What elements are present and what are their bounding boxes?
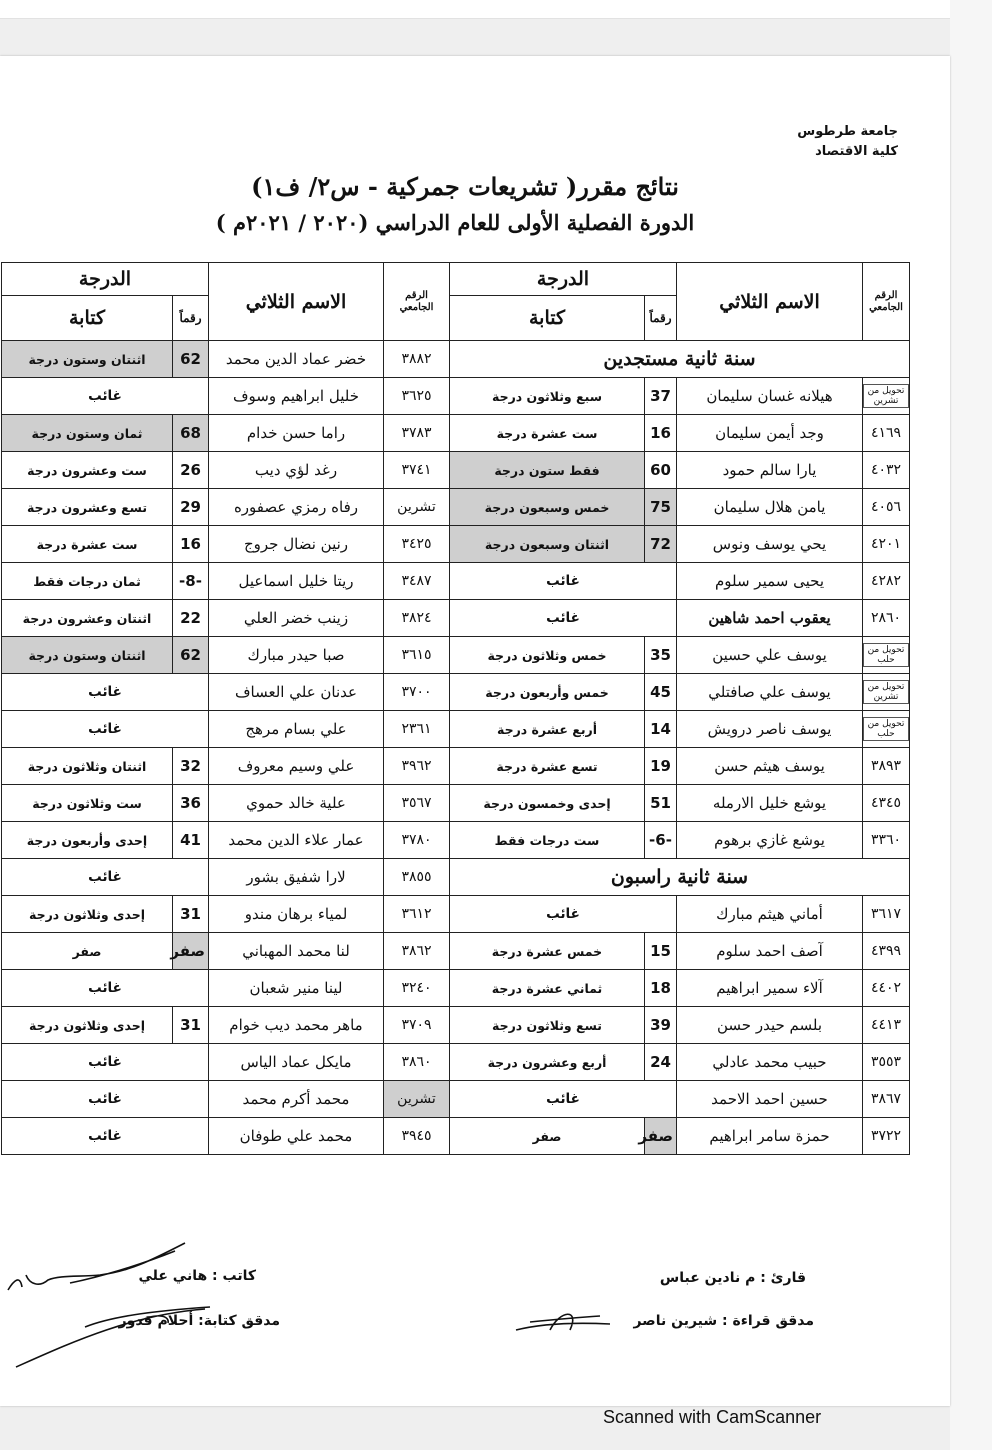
- header-uid-right: الرقم الجامعي: [863, 263, 910, 341]
- student-name: محمد علي طوفان: [209, 1118, 384, 1155]
- reader-label: قارئ : م نادين عباس: [659, 1270, 806, 1286]
- table-row: [2, 1081, 910, 1118]
- student-uid: ٢٣٦١: [384, 711, 450, 748]
- student-name: بلسم حيدر حسن: [677, 1007, 863, 1044]
- document-subtitle: الدورة الفصلية الأولى للعام الدراسي (٢٠٢٠ / ٢٠٢١م ): [215, 210, 695, 235]
- student-uid: ٤٠٣٢: [863, 452, 910, 489]
- grade-words: ست عشرة درجة: [450, 415, 645, 452]
- student-name: علي وسيم معروف: [209, 748, 384, 785]
- student-uid: ٣٤٨٧: [384, 563, 450, 600]
- student-name: حمزة سامر ابراهيم: [677, 1118, 863, 1155]
- header-name-right: الاسم الثلاثي: [677, 263, 863, 341]
- student-uid: ٣٧٨٣: [384, 415, 450, 452]
- grade-digits: 16: [173, 526, 209, 563]
- grade-words: فقط ستون درجة: [450, 452, 645, 489]
- table-row: [2, 341, 910, 378]
- grade-words: ست وعشرون درجة: [2, 452, 173, 489]
- grade-digits: 19: [645, 748, 677, 785]
- grade-words: ست عشرة درجة: [2, 526, 173, 563]
- absent-status: غائب: [450, 600, 677, 637]
- student-uid: تشرين: [384, 1081, 450, 1118]
- grade-words: أربع وعشرون درجة: [450, 1044, 645, 1081]
- student-name: آلاء سمير ابراهيم: [677, 970, 863, 1007]
- grade-digits: 26: [173, 452, 209, 489]
- absent-status: غائب: [450, 1081, 677, 1118]
- student-name: رفاه رمزي عصفوره: [209, 489, 384, 526]
- table-row: [2, 748, 910, 785]
- student-uid: ٣٨٦٢: [384, 933, 450, 970]
- student-name: عمار علاء الدين محمد: [209, 822, 384, 859]
- grade-digits: 62: [173, 341, 209, 378]
- student-name: صبا حيدر مبارك: [209, 637, 384, 674]
- writer-checker-label: مدقق كتابة: أحلام قدور: [118, 1313, 280, 1329]
- grade-digits: 24: [645, 1044, 677, 1081]
- student-name: يوشع خليل الارمله: [677, 785, 863, 822]
- table-row: [2, 711, 910, 748]
- table-row: [2, 1118, 910, 1155]
- table-row: [2, 933, 910, 970]
- grade-digits: -8-: [173, 563, 209, 600]
- table-row: [2, 600, 910, 637]
- student-uid: ٤١٦٩: [863, 415, 910, 452]
- student-name: يوسف علي حسين: [677, 637, 863, 674]
- student-name: يحيى سمير سلوم: [677, 563, 863, 600]
- student-name: حسين احمد الاحمد: [677, 1081, 863, 1118]
- grade-words: إحدى وخمسون درجة: [450, 785, 645, 822]
- student-name: يوشع غازي برهوم: [677, 822, 863, 859]
- student-name: لنا محمد المهباني: [209, 933, 384, 970]
- absent-status: غائب: [450, 563, 677, 600]
- grade-words: ست وثلاثون درجة: [2, 785, 173, 822]
- table-row: [2, 1044, 910, 1081]
- grade-words: تسع عشرة درجة: [450, 748, 645, 785]
- grade-digits: 45: [645, 674, 677, 711]
- absent-status: غائب: [2, 1118, 209, 1155]
- viewer-right-edge: [950, 0, 992, 1450]
- table-row: [2, 674, 910, 711]
- table-row: [2, 896, 910, 933]
- grade-words: تسع وثلاثون درجة: [450, 1007, 645, 1044]
- grade-digits: 22: [173, 600, 209, 637]
- student-uid: ٣٧٢٢: [863, 1118, 910, 1155]
- transfer-note: تحويل من حلب: [863, 637, 910, 674]
- institution-header: [797, 122, 898, 162]
- table-row: [2, 378, 910, 415]
- student-uid: ٢٨٦٠: [863, 600, 910, 637]
- header-digits-left: رقماً: [173, 296, 209, 341]
- header-name-left: الاسم الثلاثي: [209, 263, 384, 341]
- university-name: جامعة طرطوس: [797, 124, 898, 139]
- grade-words: خمس عشرة درجة: [450, 933, 645, 970]
- student-name: مايكل عماد الياس: [209, 1044, 384, 1081]
- student-uid: ٣٧٠٩: [384, 1007, 450, 1044]
- student-uid: ٤٤١٣: [863, 1007, 910, 1044]
- grade-words: صفر: [2, 933, 173, 970]
- results-table: [1, 262, 910, 1155]
- student-name: آصف احمد سلوم: [677, 933, 863, 970]
- grade-words: ثمان درجات فقط: [2, 563, 173, 600]
- student-name: يوسف ناصر درويش: [677, 711, 863, 748]
- grade-digits: 72: [645, 526, 677, 563]
- grade-words: اثنتان وستون درجة: [2, 341, 173, 378]
- reader-checker-label: مدقق قراءة : شيرين ناصر: [633, 1313, 814, 1329]
- grade-words: خمس وثلاثون درجة: [450, 637, 645, 674]
- student-name: ماهر محمد ديب خوام: [209, 1007, 384, 1044]
- viewer-top-bar: [0, 0, 950, 19]
- table-row: [2, 785, 910, 822]
- grade-words: خمس وأربعون درجة: [450, 674, 645, 711]
- document-title: نتائج مقرر( تشريعات جمركية - س٢/ ف١): [251, 172, 679, 201]
- header-digits-right: رقماً: [645, 296, 677, 341]
- section-title-repeat: سنة ثانية مستجدين: [450, 341, 910, 378]
- grade-words: ثماني عشرة درجة: [450, 970, 645, 1007]
- student-name: حبيب محمد عادلي: [677, 1044, 863, 1081]
- header-grade-left: الدرجة: [2, 263, 209, 296]
- header-grade-right: الدرجة: [450, 263, 677, 296]
- grade-digits: 16: [645, 415, 677, 452]
- grade-words: إحدى وثلاثون درجة: [2, 896, 173, 933]
- student-uid: ٣٨٢٤: [384, 600, 450, 637]
- student-uid: ٣٢٤٠: [384, 970, 450, 1007]
- student-uid: ٣٥٥٣: [863, 1044, 910, 1081]
- grade-digits: 31: [173, 896, 209, 933]
- grade-digits: 31: [173, 1007, 209, 1044]
- student-uid: ٤٣٩٩: [863, 933, 910, 970]
- student-uid: ٣٨٨٢: [384, 341, 450, 378]
- student-name: رنين نضال جروج: [209, 526, 384, 563]
- absent-status: غائب: [2, 711, 209, 748]
- student-name: لمياء برهان مندو: [209, 896, 384, 933]
- student-uid: ٣٧٨٠: [384, 822, 450, 859]
- student-name: يامن هلال سليمان: [677, 489, 863, 526]
- table-header-row-1: [2, 263, 910, 296]
- grade-words: صفر: [450, 1118, 645, 1155]
- transfer-note: تحويل من تشرين: [863, 674, 910, 711]
- student-uid: ٣٨٩٣: [863, 748, 910, 785]
- student-name: لارا شفيق بشور: [209, 859, 384, 896]
- student-name: عدنان علي العساف: [209, 674, 384, 711]
- grade-digits: 62: [173, 637, 209, 674]
- handwritten-signature-writer: [0, 1235, 240, 1375]
- absent-status: غائب: [2, 378, 209, 415]
- student-name: ريتا خليل اسماعيل: [209, 563, 384, 600]
- student-uid: ٤٤٠٢: [863, 970, 910, 1007]
- grade-words: اثنتان وستون درجة: [2, 637, 173, 674]
- header-words-left: كتابة: [2, 296, 173, 341]
- grade-digits: صفر: [173, 933, 209, 970]
- student-name: أماني هيثم مبارك: [677, 896, 863, 933]
- student-name: يحي يوسف ونوس: [677, 526, 863, 563]
- table-row: [2, 970, 910, 1007]
- grade-digits: 37: [645, 378, 677, 415]
- student-name: محمد أكرم محمد: [209, 1081, 384, 1118]
- table-row: [2, 859, 910, 896]
- student-uid: ٤٢٠١: [863, 526, 910, 563]
- table-row: [2, 637, 910, 674]
- student-uid: ٤٢٨٢: [863, 563, 910, 600]
- section-title-failed: سنة ثانية راسبون: [450, 859, 910, 896]
- student-uid: ٣٨٦٠: [384, 1044, 450, 1081]
- student-uid: ٣٧٠٠: [384, 674, 450, 711]
- student-uid: ٣٩٤٥: [384, 1118, 450, 1155]
- grade-digits: 14: [645, 711, 677, 748]
- grade-words: خمس وسبعون درجة: [450, 489, 645, 526]
- grade-words: اثنتان وعشرون درجة: [2, 600, 173, 637]
- table-row: [2, 563, 910, 600]
- student-name: هيلانه غسان سليمان: [677, 378, 863, 415]
- absent-status: غائب: [2, 970, 209, 1007]
- camscanner-watermark: Scanned with CamScanner: [603, 1407, 822, 1427]
- student-uid: ٣٤٢٥: [384, 526, 450, 563]
- grade-words: إحدى وأربعون درجة: [2, 822, 173, 859]
- student-name: علية خالد حموي: [209, 785, 384, 822]
- grade-digits: 29: [173, 489, 209, 526]
- student-uid: ٣٦١٥: [384, 637, 450, 674]
- student-uid: ٤٠٥٦: [863, 489, 910, 526]
- student-name: لينا منير شعبان: [209, 970, 384, 1007]
- grade-digits: 36: [173, 785, 209, 822]
- student-uid: ٣٨٦٧: [863, 1081, 910, 1118]
- table-row: [2, 1007, 910, 1044]
- absent-status: غائب: [2, 1081, 209, 1118]
- student-name: يوسف علي صافتلي: [677, 674, 863, 711]
- grade-words: ثمان وستون درجة: [2, 415, 173, 452]
- student-uid: ٣٣٦٠: [863, 822, 910, 859]
- faculty-name: كلية الاقتصاد: [815, 144, 898, 159]
- absent-status: غائب: [450, 896, 677, 933]
- grade-digits: 41: [173, 822, 209, 859]
- grade-digits: 35: [645, 637, 677, 674]
- student-name: علي بسام مرهج: [209, 711, 384, 748]
- student-uid: تشرين: [384, 489, 450, 526]
- grade-words: سبع وثلاثون درجة: [450, 378, 645, 415]
- table-row: [2, 822, 910, 859]
- grade-words: اثنتان وثلاثون درجة: [2, 748, 173, 785]
- student-uid: ٣٦١٧: [863, 896, 910, 933]
- grade-words: تسع وعشرون درجة: [2, 489, 173, 526]
- header-uid-left: الرقم الجامعي: [384, 263, 450, 341]
- transfer-note: تحويل من تشرين: [863, 378, 910, 415]
- table-row: [2, 452, 910, 489]
- grade-digits: 32: [173, 748, 209, 785]
- student-name: يارا سالم حمود: [677, 452, 863, 489]
- student-name: يوسف هيثم حسن: [677, 748, 863, 785]
- grade-digits: 51: [645, 785, 677, 822]
- table-row: [2, 415, 910, 452]
- student-name: زينب خضر العلي: [209, 600, 384, 637]
- grade-digits: 75: [645, 489, 677, 526]
- absent-status: غائب: [2, 674, 209, 711]
- student-uid: ٣٩٦٢: [384, 748, 450, 785]
- grade-words: ست درجات فقط: [450, 822, 645, 859]
- student-uid: ٣٨٥٥: [384, 859, 450, 896]
- grade-digits: 68: [173, 415, 209, 452]
- grade-digits: 15: [645, 933, 677, 970]
- student-uid: ٣٦٢٥: [384, 378, 450, 415]
- grade-digits: 39: [645, 1007, 677, 1044]
- grade-words: اثنتان وسبعون درجة: [450, 526, 645, 563]
- student-name: وجد أيمن سليمان: [677, 415, 863, 452]
- student-name: رغد لؤي ديب: [209, 452, 384, 489]
- writer-signature-label: كاتب : هاني علي: [138, 1268, 256, 1284]
- table-row: [2, 526, 910, 563]
- absent-status: غائب: [2, 1044, 209, 1081]
- student-name: خليل ابراهيم وسوف: [209, 378, 384, 415]
- student-uid: ٣٧٤١: [384, 452, 450, 489]
- table-row: [2, 489, 910, 526]
- grade-words: أربع عشرة درجة: [450, 711, 645, 748]
- grade-digits: -6-: [645, 822, 677, 859]
- student-uid: ٣٥٦٧: [384, 785, 450, 822]
- handwritten-signature-reader-checker: [510, 1300, 620, 1340]
- grade-words: إحدى وثلاثون درجة: [2, 1007, 173, 1044]
- grade-digits: 60: [645, 452, 677, 489]
- student-uid: ٤٣٤٥: [863, 785, 910, 822]
- grade-digits: صفر: [645, 1118, 677, 1155]
- grade-digits: 18: [645, 970, 677, 1007]
- student-name: راما حسن خدام: [209, 415, 384, 452]
- student-name: يعقوب احمد شاهين: [677, 600, 863, 637]
- transfer-note: تحويل من حلب: [863, 711, 910, 748]
- student-name: خضر عماد الدين محمد: [209, 341, 384, 378]
- student-uid: ٣٦١٢: [384, 896, 450, 933]
- absent-status: غائب: [2, 859, 209, 896]
- header-words-right: كتابة: [450, 296, 645, 341]
